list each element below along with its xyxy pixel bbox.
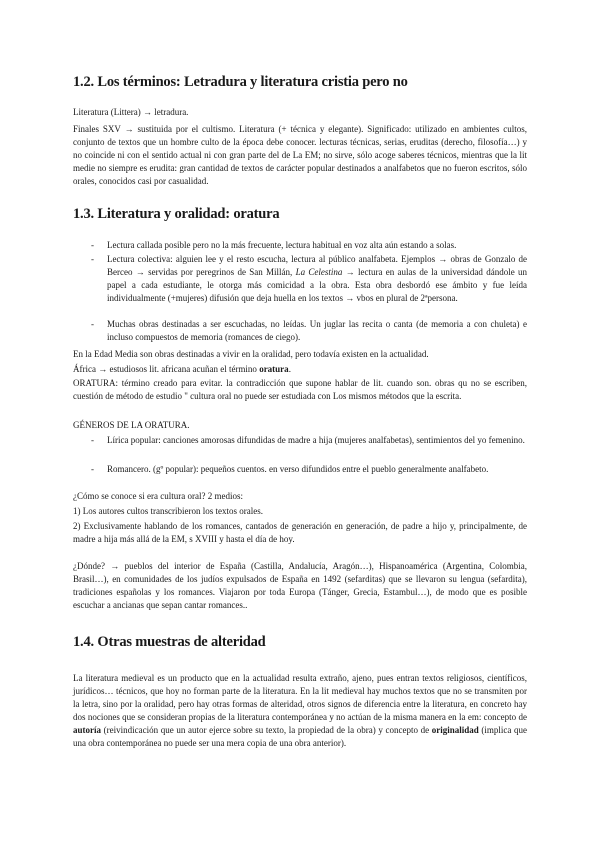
- section-title-1-2: 1.2. Los términos: Letradura y literatura cristia pero no: [73, 74, 408, 90]
- paragraph-literatura-medieval: [73, 672, 527, 751]
- paragraph-edad-media: En la Edad Media son obras destinadas a vivir en la oralidad, pero todavía existen en la actualidad.: [73, 349, 429, 359]
- text-run: (reivindicación que un autor ejerce sobre su texto, la propiedad de la obra) y concepto de: [101, 725, 432, 736]
- list-item-lectura-callada: Lectura callada posible pero no la más frecuente, lectura habitual en voz alta aún estando a solas.: [107, 240, 457, 250]
- text-run: África → estudiosos lit. africana acuñan el término: [73, 364, 260, 374]
- paragraph-donde: ¿Dónde? → pueblos del interior de España (Castilla, Andalucía, Aragón…), Hispanoamérica (Argentina, Colombia, Brasil…), en comunidades de los judíos expulsados de España en 1492 (sefarditas) que se llevaron su lengua (sefardita), tradiciones españolas y los romances. Viajaron por toda Europa (Tánger, Grecia, Estambul…), de modo que es posible escuchar a ancianas que sepan cantar romances..: [73, 561, 527, 611]
- text-run: → lectura en aulas de la universidad dándole un papel a cada estudiante, le otorga más comicidad a la obra. Esta obra desbordó ese ámbito y fue leída individualmente (+mujeres) difusión que deja huella en los textos → vbos en plural de 2ªpersona.: [107, 267, 527, 304]
- paragraph-medio-1: 1) Los autores cultos transcribieron los textos orales.: [73, 506, 263, 516]
- bullet-dash: -: [91, 254, 94, 264]
- text-run: (implica que una obra contemporánea no puede ser una mera copia de una obra anterior).: [73, 725, 527, 749]
- term-oratura: oratura: [259, 364, 289, 374]
- bullet-dash: -: [91, 435, 94, 445]
- bullet-dash: -: [91, 464, 94, 474]
- list-item-muchas-obras: Muchas obras destinadas a ser escuchadas, no leídas. Un juglar las recita o canta (de memoria a con chuleta) e incluso compuestos de memoria (romances de ciego).: [107, 319, 527, 343]
- bullet-dash: -: [91, 240, 94, 250]
- list-item-lirica-popular: Lírica popular: canciones amorosas difundidas de madre a hija (mujeres analfabetas), sentimientos del yo femenino.: [107, 435, 525, 445]
- text-run: .: [288, 364, 291, 374]
- book-title: La Celestina: [295, 267, 343, 278]
- text-run: La literatura medieval es un producto que en la actualidad resulta extraño, ajeno, pues entran textos religiosos, científicos, jurídicos… técnicos, que hoy no forman parte de la literatura. En la lit medieval hay muchos textos que no se transmiten por la letra, sino por la oralidad, pero hay otras formas de alteridad, otros signos de diferencia entre la literatura, en concreto hay dos nociones que se consideran propias de la literatura contemporánea y no actúan de la misma manera en la em: concepto de: [73, 673, 527, 723]
- bullet-dash: -: [91, 319, 94, 329]
- term-autoria: autoría: [73, 725, 101, 736]
- paragraph-africa: [73, 363, 527, 376]
- paragraph-finales-sxv: Finales SXV → sustituida por el cultismo. Literatura (+ técnica y elegante). Significado: utilizado en ambientes cultos, conjunto de textos que un hombre culto de la época debe conocer. lecturas técnicas, serias, eruditas (derecho, filosofía…) y no coincide ni con el sentido actual ni con gran parte del de La EM; no sirve, sólo acoge saberes técnicos, mientras que la lit medie no siempre es erudita: gran cantidad de textos de carácter popular destinados a analfabetos que no fueron escritos, sólo orales, conocidos casi por casualidad.: [73, 124, 527, 187]
- paragraph-medio-2: 2) Exclusivamente hablando de los romances, cantados de generación en generación, de padre a hijo y, principalmente, de madre a hija más allá de la EM, s XVIII y hasta el día de hoy.: [73, 521, 527, 545]
- section-title-1-3: 1.3. Literatura y oralidad: oratura: [73, 206, 280, 222]
- list-item-romancero: Romancero. (gº popular): pequeños cuentos. en verso difundidos entre el pueblo generalmente analfabeto.: [107, 464, 489, 474]
- section-title-1-4: 1.4. Otras muestras de alteridad: [73, 634, 266, 650]
- paragraph-literatura-littera: Literatura (Littera) → letradura.: [73, 107, 189, 117]
- term-originalidad: originalidad: [431, 725, 479, 736]
- paragraph-como-se-conoce: ¿Cómo se conoce si era cultura oral? 2 medios:: [73, 491, 243, 501]
- paragraph-oratura-definition: ORATURA: término creado para evitar. la contradicción que supone hablar de lit. cuando son. obras qu no se escriben, cuestión de método de estudio " cultura oral no puede ser estudiada con Los mismos métodos que la escrita.: [73, 378, 527, 402]
- generos-heading: GÉNEROS DE LA ORATURA.: [73, 420, 190, 430]
- text-run: Lectura colectiva: alguien lee y el resto escucha, lectura al público analfabeta. Ejemplos → obras de Gonzalo de Berceo → servidas por peregrinos de San Millán,: [107, 254, 527, 278]
- list-item-lectura-colectiva: [107, 253, 527, 305]
